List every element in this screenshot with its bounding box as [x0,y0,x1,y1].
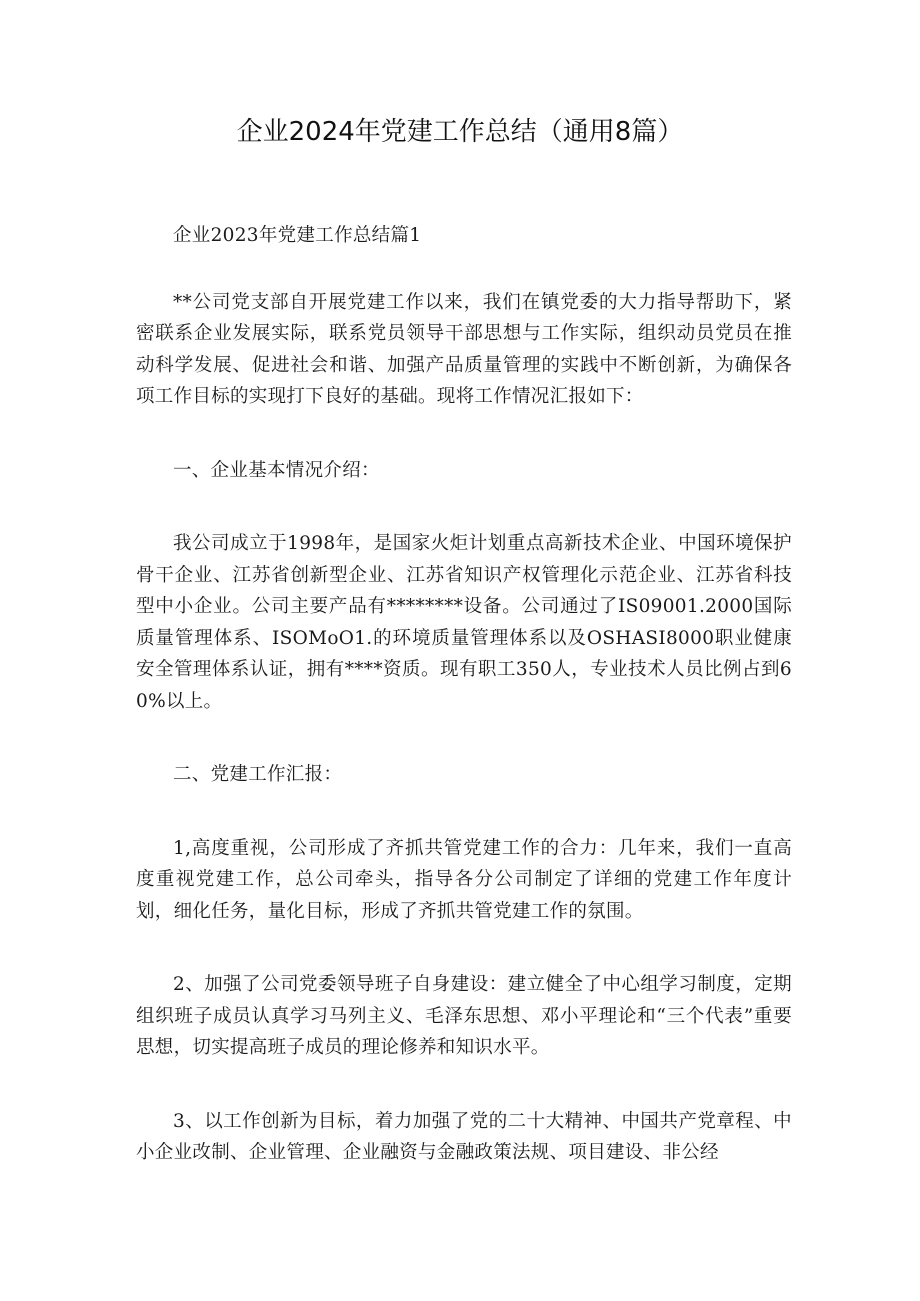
heading-party-work: 二、党建工作汇报： [173,764,343,785]
item-3-paragraph: 3、以工作创新为目标，着力加强了党的二十大精神、中国共产党章程、中小企业改制、企业管理、企业融资与金融政策法规、项目建设、非公经 [136,1110,792,1163]
heading-basic-info: 一、企业基本情况介绍： [173,459,380,481]
item-2-paragraph: 2、加强了公司党委领导班子自身建设：建立健全了中心组学习制度，定期组织班子成员认真学习马列主义、毛泽东思想、邓小平理论和“三个代表”重要思想，切实提高班子成员的理论修养和知识水平。 [136,974,792,1058]
intro-paragraph: **公司党支部自开展党建工作以来，我们在镇党委的大力指导帮助下，紧密联系企业发展实际，联系党员领导干部思想与工作实际，组织动员党员在推动科学发展、促进社会和谐、加强产品质量管理的实践中不断创新，为确保各项工作目标的实现打下良好的基础。现将工作情况汇报如下： [136,291,792,407]
section-title: 企业2023年党建工作总结篇1 [173,225,422,246]
company-paragraph: 我公司成立于1998年，是国家火炬计划重点高新技术企业、中国环境保护骨干企业、江苏省创新型企业、江苏省知识产权管理化示范企业、江苏省科技型中小企业。公司主要产品有********设备。公司通过了IS09001.2000国际质量管理体系、ISOMoO1.的环境质量管理体系以及OSHASI8000职业健康安全管理体系认证，拥有****资质。现有职工350人，专业技术人员比例占到60%以上。 [136,533,792,712]
item-1-paragraph: 1,高度重视，公司形成了齐抓共管党建工作的合力：几年来，我们一直高度重视党建工作，总公司牵头，指导各分公司制定了详细的党建工作年度计划，细化任务，量化目标，形成了齐抓共管党建工作的氛围。 [136,837,792,922]
document-title: 企业2024年党建工作总结（通用8篇） [236,117,684,147]
document-body [136,220,792,1169]
